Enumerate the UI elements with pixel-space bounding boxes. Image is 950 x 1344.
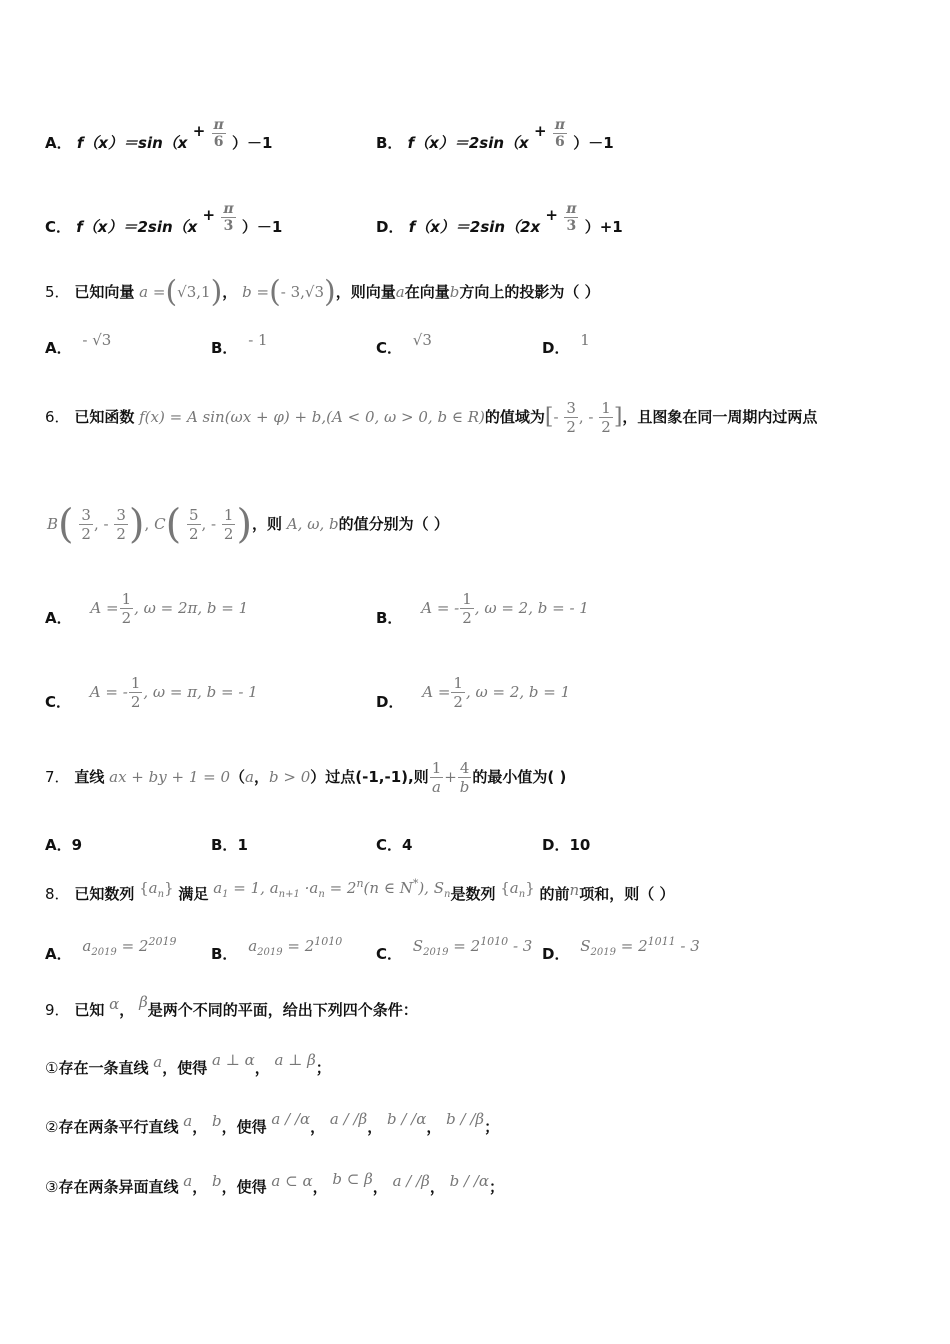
q6-option-a[interactable]	[45, 588, 248, 638]
option-value: - 1	[248, 331, 268, 349]
stem-text: ）过点(-1,-1),则	[310, 768, 429, 786]
stem-text: 已知	[74, 1001, 105, 1019]
option-tail: ）+1	[584, 218, 623, 236]
option-label: B．	[376, 609, 403, 627]
q7-option-c[interactable]	[376, 835, 412, 855]
var-a: a	[183, 1172, 193, 1190]
option-value: 4	[402, 836, 413, 854]
stem-text: 在向量	[404, 283, 450, 301]
option-value: - √3	[82, 331, 112, 349]
stem-text: 是数列	[450, 885, 496, 903]
q5-option-b[interactable]	[211, 331, 268, 358]
comma: ，	[312, 1178, 328, 1196]
option-label: D．	[542, 339, 570, 357]
pi-fraction: $\frac{\pi}{3}$	[566, 201, 577, 234]
stem-text: 直线	[74, 768, 105, 786]
q4-option-b[interactable]	[376, 117, 614, 160]
comma: ，	[367, 1118, 383, 1136]
vars-expr: A, ω, b	[286, 515, 339, 533]
stem-text: 的最小值为( )	[472, 768, 567, 786]
stem-text: 已知数列	[74, 885, 135, 903]
q6-stem	[45, 397, 817, 438]
condition-text: ，使得	[162, 1059, 208, 1077]
option-label: C．	[376, 339, 403, 357]
q5-option-d[interactable]	[542, 331, 590, 358]
point-b-x: $\frac{3}{2}$	[81, 506, 91, 543]
sequence-brace: $\{a_n\}$	[500, 879, 535, 900]
option-expr: $S_{2019} = 2^{1011} - 3$	[580, 935, 700, 958]
paren-close: )	[128, 501, 145, 548]
paren-close: )	[210, 274, 223, 310]
vector-b: b	[242, 283, 252, 301]
option-label: B．	[376, 134, 403, 152]
comma: ，	[429, 1178, 445, 1196]
question-number: 5．	[45, 283, 70, 301]
minus: , -	[201, 515, 217, 533]
paren-open: (	[165, 274, 178, 310]
circled-number: ①	[45, 1059, 59, 1077]
stem-text: 方向上的投影为（ ）	[459, 283, 600, 301]
minus: , -	[93, 515, 109, 533]
condition-expr: b ⊂ β	[332, 1170, 373, 1188]
option-expr: f（x）＝2sin（2x	[408, 218, 541, 236]
q6-option-c[interactable]	[45, 672, 258, 722]
vector-a-value: √3,1	[177, 283, 211, 301]
option-fraction: $\frac{1}{2}$	[462, 590, 472, 627]
stem-text: （	[230, 768, 246, 786]
sequence-brace: $\{a_n\}$	[139, 879, 174, 900]
paren-open: (	[58, 501, 74, 548]
q5-stem	[45, 274, 600, 310]
question-number: 6．	[45, 408, 70, 426]
comma: ，	[254, 1059, 270, 1077]
plane-alpha: α	[109, 995, 120, 1013]
condition-text: 存在一条直线	[58, 1059, 149, 1077]
q6-option-b[interactable]	[376, 588, 589, 638]
stem-text: ，则向量	[335, 283, 396, 301]
option-label: B．	[211, 945, 238, 963]
plus-sign: +	[192, 122, 206, 140]
paren-open: (	[269, 274, 281, 310]
option-label: D．	[376, 693, 404, 711]
option-expr: A =	[90, 599, 119, 617]
plus-sign: +	[545, 206, 558, 224]
semicolon: ；	[484, 1118, 500, 1136]
comma: ，	[372, 1178, 388, 1196]
stem-text: ，	[253, 768, 269, 786]
stem-text: 是两个不同的平面，给出下列四个条件：	[147, 1001, 418, 1019]
vector-b-value: - 3,√3	[280, 283, 325, 301]
paren-close: )	[236, 501, 253, 548]
plus-sign: +	[444, 768, 457, 786]
option-expr: f（x）＝sin（x	[76, 134, 188, 152]
stem-text: ，且图象在同一周期内过两点	[622, 408, 818, 426]
stem-text: ，则	[252, 515, 283, 533]
var-b: b	[212, 1172, 222, 1190]
equals: =	[152, 283, 166, 301]
pi-fraction: $\frac{\pi}{6}$	[213, 117, 224, 150]
q6-option-d[interactable]	[376, 672, 570, 722]
option-label: A．	[45, 134, 72, 152]
q7-option-a[interactable]	[45, 835, 82, 855]
q9-stem	[45, 993, 418, 1020]
q9-condition-1	[45, 1051, 331, 1078]
comma: ，	[222, 283, 238, 301]
option-label: D．	[376, 218, 404, 236]
q9-condition-3	[45, 1170, 505, 1197]
plus-sign: +	[202, 206, 216, 224]
condition-expr: a ⊥ β	[274, 1051, 316, 1069]
point-c-x: $\frac{5}{2}$	[188, 506, 199, 543]
option-label: C．	[376, 945, 403, 963]
minus: -	[553, 408, 559, 426]
option-label: A．	[45, 836, 72, 854]
condition-text: 存在两条异面直线	[58, 1178, 179, 1196]
point-c: C	[154, 515, 166, 533]
comma: ，	[119, 1001, 135, 1019]
range-fraction-2: $\frac{1}{2}$	[601, 399, 611, 436]
function-expr: f(x) = A sin(ωx + φ) + b,(A < 0, ω > 0, b ∈ R)	[139, 408, 485, 426]
question-number: 9．	[45, 1001, 70, 1019]
comma: ，	[192, 1118, 208, 1136]
stem-text: 已知向量	[74, 283, 135, 301]
semicolon: ；	[489, 1178, 505, 1196]
option-label: D．	[542, 836, 570, 854]
q4-option-c[interactable]	[45, 201, 283, 244]
option-label: C．	[45, 693, 72, 711]
option-tail: ）－1	[573, 134, 614, 152]
stem-text: 满足	[178, 885, 209, 903]
comma: ，	[310, 1118, 326, 1136]
fraction-4-b: $\frac{4}{b}$	[459, 759, 470, 796]
condition-text: ，使得	[221, 1178, 267, 1196]
option-label: A．	[45, 339, 72, 357]
q4-option-d[interactable]	[376, 201, 623, 244]
option-value: 10	[569, 836, 591, 854]
option-expr: f（x）＝2sin（x	[407, 134, 529, 152]
plus-sign: +	[533, 122, 547, 140]
point-c-y: $\frac{1}{2}$	[223, 506, 234, 543]
option-expr: , ω = 2, b = - 1	[474, 599, 589, 617]
option-tail: ）－1	[232, 134, 273, 152]
stem-text: 的值域为	[484, 408, 545, 426]
q8-stem	[45, 877, 675, 911]
q9-condition-2	[45, 1110, 500, 1137]
q7-option-b[interactable]	[211, 835, 248, 855]
option-expr: , ω = π, b = - 1	[143, 683, 258, 701]
q4-option-a[interactable]	[45, 117, 273, 160]
bracket-close: ]	[613, 404, 623, 430]
paren-open: (	[165, 501, 182, 548]
vector-a: a	[395, 283, 405, 301]
point-b-y: $\frac{3}{2}$	[116, 506, 126, 543]
comma: ，	[426, 1118, 442, 1136]
fraction-1-a: $\frac{1}{a}$	[431, 759, 442, 796]
option-value: √3	[412, 331, 432, 349]
b-condition: b > 0	[269, 768, 311, 786]
condition-expr: b / /α	[386, 1110, 427, 1128]
var-b: b	[212, 1112, 222, 1130]
q8-option-a[interactable]	[45, 935, 177, 971]
var-a: a	[153, 1053, 163, 1071]
option-label: C．	[376, 836, 403, 854]
semicolon: ；	[315, 1059, 331, 1077]
option-tail: ）－1	[241, 218, 283, 236]
condition-expr: $a_1 = 1$, $a_{n+1} \cdot a_n = 2^n(n$ ∈ N*), $S_n$	[213, 877, 451, 900]
stem-text: 的值分别为（ ）	[338, 515, 449, 533]
option-expr: $S_{2019} = 2^{1010} - 3$	[412, 935, 533, 958]
condition-expr: a ⊂ α	[271, 1172, 313, 1190]
q5-option-c[interactable]	[376, 331, 432, 358]
q8-option-d[interactable]	[542, 935, 700, 971]
option-value: 1	[580, 331, 590, 349]
condition-expr: a / /β	[329, 1110, 368, 1128]
condition-expr: a / /β	[392, 1172, 430, 1190]
bracket-open: [	[544, 404, 554, 430]
option-value: 1	[237, 836, 248, 854]
option-fraction: $\frac{1}{2}$	[121, 590, 132, 627]
q7-option-d[interactable]	[542, 835, 590, 855]
question-number: 7．	[45, 768, 70, 786]
option-expr: , ω = 2, b = 1	[465, 683, 571, 701]
condition-expr: b / /β	[446, 1110, 485, 1128]
plane-beta: β	[139, 993, 148, 1011]
option-label: A．	[45, 945, 72, 963]
q8-option-b[interactable]	[211, 935, 343, 971]
minus: , -	[578, 408, 594, 426]
option-expr: , ω = 2π, b = 1	[134, 599, 249, 617]
vector-b: b	[449, 283, 460, 301]
circled-number: ③	[45, 1178, 59, 1196]
option-label: D．	[542, 945, 570, 963]
option-label: B．	[211, 339, 238, 357]
q7-stem	[45, 757, 566, 797]
condition-expr: a / /α	[271, 1110, 311, 1128]
var-a: a	[183, 1112, 193, 1130]
option-expr: $a_{2019} = 2^{2019}$	[82, 935, 177, 958]
q6-points	[47, 501, 449, 548]
stem-text: 已知函数	[74, 408, 135, 426]
var-n: n	[569, 881, 580, 899]
equals: =	[256, 283, 270, 301]
comma: ，	[192, 1178, 208, 1196]
vector-a: a	[139, 283, 149, 301]
option-label: A．	[45, 609, 72, 627]
range-fraction-1: $\frac{3}{2}$	[566, 399, 576, 436]
condition-text: ，使得	[221, 1118, 267, 1136]
q5-option-a[interactable]	[45, 331, 112, 358]
question-number: 8．	[45, 885, 70, 903]
circled-number: ②	[45, 1118, 59, 1136]
pi-fraction: $\frac{\pi}{6}$	[554, 117, 566, 150]
line-expr: ax + by + 1 = 0	[109, 768, 231, 786]
option-label: B．	[211, 836, 238, 854]
option-expr: $a_{2019} = 2^{1010}$	[248, 935, 343, 958]
paren-close: )	[324, 274, 336, 310]
option-fraction: $\frac{1}{2}$	[453, 674, 463, 711]
option-value: 9	[71, 836, 83, 854]
option-expr: A = -	[421, 599, 460, 617]
condition-expr: a ⊥ α	[212, 1051, 255, 1069]
stem-text: 的前	[539, 885, 570, 903]
condition-text: 存在两条平行直线	[58, 1118, 179, 1136]
stem-text: 项和，则（ ）	[579, 885, 675, 903]
option-label: C．	[45, 218, 72, 236]
comma: ,	[144, 515, 150, 533]
option-expr: A = -	[89, 683, 128, 701]
option-fraction: $\frac{1}{2}$	[130, 674, 141, 711]
point-b: B	[47, 515, 59, 533]
var-a: a	[245, 768, 254, 786]
q8-option-c[interactable]	[376, 935, 533, 971]
pi-fraction: $\frac{\pi}{3}$	[223, 201, 234, 234]
option-expr: f（x）＝2sin（x	[76, 218, 198, 236]
option-expr: A =	[422, 683, 451, 701]
condition-expr: b / /α	[449, 1172, 490, 1190]
